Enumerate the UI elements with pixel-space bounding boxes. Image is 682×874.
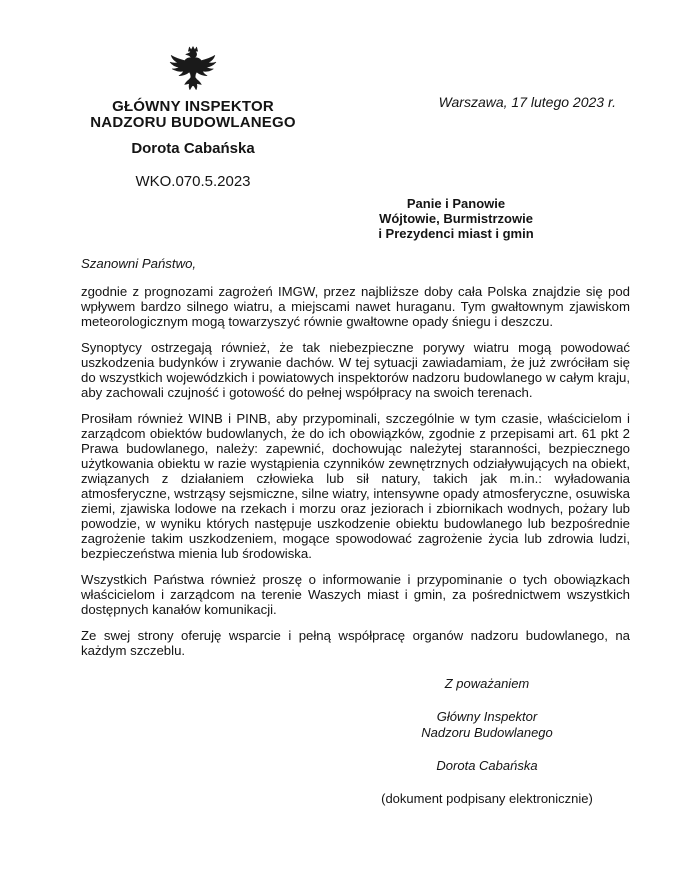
paragraph-weather-warning: zgodnie z prognozami zagrożeń IMGW, przez najbliższe doby cała Polska znajdzie się pod wpływem bardzo silnego wiatru, a miejscami nawet huraganu. Tym gwałtownym zjawiskom meteorologicznym mogą towarzyszyć równie gwałtowne opady śniegu i deszczu. (81, 284, 630, 329)
letter-body (81, 284, 630, 669)
signer-title-line2: Nadzoru Budowlanego (421, 725, 553, 740)
letterhead (63, 99, 323, 189)
polish-eagle-icon (166, 46, 220, 96)
signer-title (330, 709, 644, 741)
paragraph-inspectors-alerted: Synoptycy ostrzegają również, że tak niebezpieczne porywy wiatru mogą powodować uszkodzenia budynków i zrywanie dachów. W tej sytuacji zawiadamiam, że już zwróciłam się do wszystkich wojewódzkich i powiatowych inspektorów nadzoru budowlanego w całym kraju, aby zachowali czujność i gotowość do pełnej współpracy na swoich terenach. (81, 340, 630, 400)
polish-eagle-emblem (166, 46, 220, 96)
addressee-line: Wójtowie, Burmistrzowie (379, 211, 533, 226)
letterhead-signer-name: Dorota Cabańska (131, 140, 255, 157)
paragraph-request-to-inform: Wszystkich Państwa również proszę o informowanie i przypominanie o tych obowiązkach właścicielom i zarządcom na terenie Waszych miast i gmin, za pośrednictwem wszystkich dostępnych kanałów komunikacji. (81, 572, 630, 617)
org-name-line2: NADZORU BUDOWLANEGO (90, 114, 296, 131)
case-number: WKO.070.5.2023 (135, 173, 251, 190)
addressee-block (332, 196, 580, 241)
org-name-line1: GŁÓWNY INSPEKTOR (112, 98, 274, 115)
signer-name: Dorota Cabańska (436, 758, 538, 773)
paragraph-support-offer: Ze swej strony oferuję wsparcie i pełną współpracę organów nadzoru budowlanego, na każdym szczeblu. (81, 628, 630, 658)
addressee-line: i Prezydenci miast i gmin (378, 226, 534, 241)
place-and-date: Warszawa, 17 lutego 2023 r. (438, 94, 616, 110)
signature-block (330, 676, 644, 806)
signer-title-line1: Główny Inspektor (436, 709, 538, 724)
paragraph-legal-obligations: Prosiłam również WINB i PINB, aby przypominali, szczególnie w tym czasie, właścicielom i zarządcom obiektów budowlanych, że do ich obowiązków, zgodnie z przepisami art. 61 pkt 2 Prawa budowlanego, należy: zapewnić, dochowując należytej staranności, bezpiecznego użytkowania obiektu w razie wystąpienia czynników zewnętrznych odziaływujących na obiekt, związanych z działaniem człowieka lub sił natury, takich jak m.in.: wyładowania atmosferyczne, wstrząsy sejsmiczne, silne wiatry, intensywne opady atmosferyczne, osuwiska ziemi, zjawiska lodowe na rzekach i morzu oraz jeziorach i zbiornikach wodnych, pożary lub powodzie, w wyniku których następuje uszkodzenie obiektu budowlanego lub bezpośrednie zagrożenie takim uszkodzeniem, mogące spowodować zagrożenie życia lub zdrowia ludzi, bezpieczeństwa mienia lub środowiska. (81, 411, 630, 561)
addressee-line: Panie i Panowie (406, 196, 506, 211)
closing-phrase: Z poważaniem (444, 676, 530, 691)
salutation: Szanowni Państwo, (81, 256, 197, 271)
electronic-signature-note: (dokument podpisany elektronicznie) (381, 791, 593, 806)
